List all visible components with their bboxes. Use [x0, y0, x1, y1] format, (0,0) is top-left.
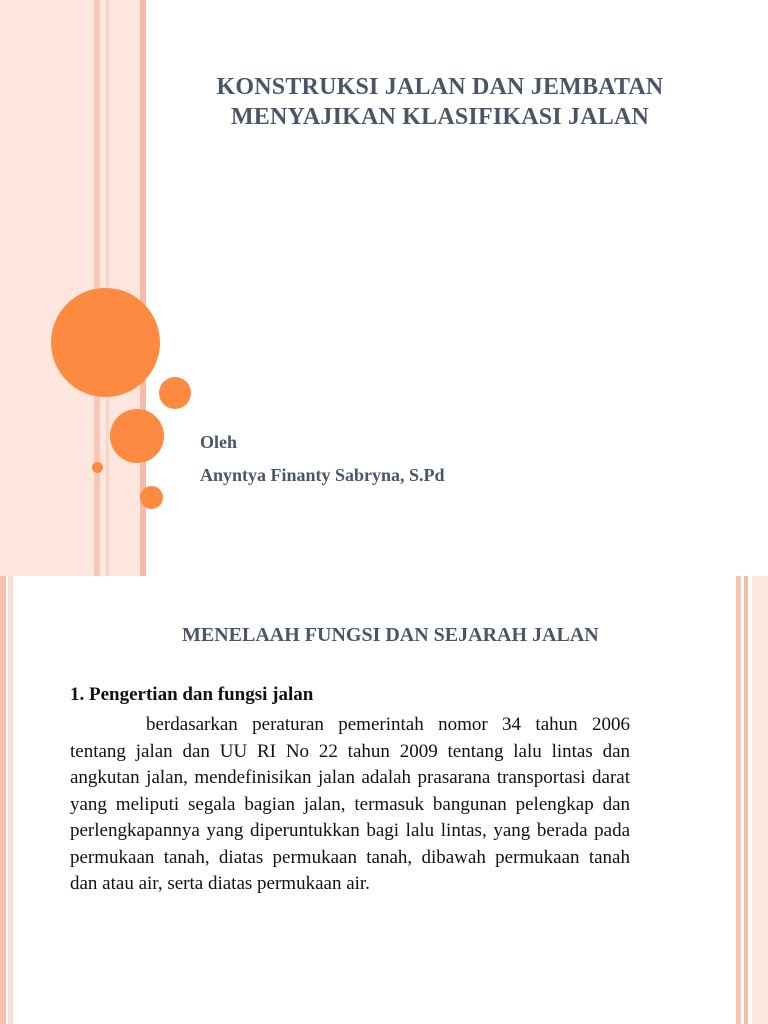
decorative-circle-dot [92, 462, 103, 473]
slide-title-heading [190, 72, 690, 132]
decorative-circle-tiny [140, 486, 163, 509]
decorative-circle-medium [110, 409, 164, 463]
title-line-1: KONSTRUKSI JALAN DAN JEMBATAN [216, 74, 664, 100]
title-line-2: MENYAJIKAN KLASIFIKASI JALAN [230, 104, 650, 130]
decorative-stripe [8, 576, 13, 1024]
section-heading: 1. Pengertian dan fungsi jalan [70, 684, 314, 705]
slide-subtitle: MENELAAH FUNGSI DAN SEJARAH JALAN [182, 624, 599, 646]
decorative-stripe [0, 576, 6, 1024]
decorative-stripe [736, 576, 741, 1024]
author-block [200, 426, 445, 492]
decorative-circle-large [51, 288, 160, 397]
decorative-circle-small [159, 377, 191, 409]
slide-content [0, 576, 768, 1024]
decorative-stripe [744, 576, 748, 1024]
body-paragraph: berdasarkan peraturan pemerintah nomor 34 tahun 2006 tentang jalan dan UU RI No 22 tahun 2009 tentang lalu lintas dan angkutan jalan, mendefinisikan jalan adalah prasarana transportasi darat yang meliputi segala bagian jalan, termasuk bangunan pelengkap dan perlengkapannya yang diperuntukkan bagi lalu lintas, yang berada pada permukaan tanah, diatas permukaan tanah, dibawah permukaan tanah dan atau air, serta diatas permukaan air. [70, 714, 630, 894]
decorative-band [752, 576, 768, 1024]
decorative-band [0, 0, 144, 576]
author-name: Anyntya Finanty Sabryna, S.Pd [200, 465, 445, 485]
author-label: Oleh [200, 432, 238, 452]
